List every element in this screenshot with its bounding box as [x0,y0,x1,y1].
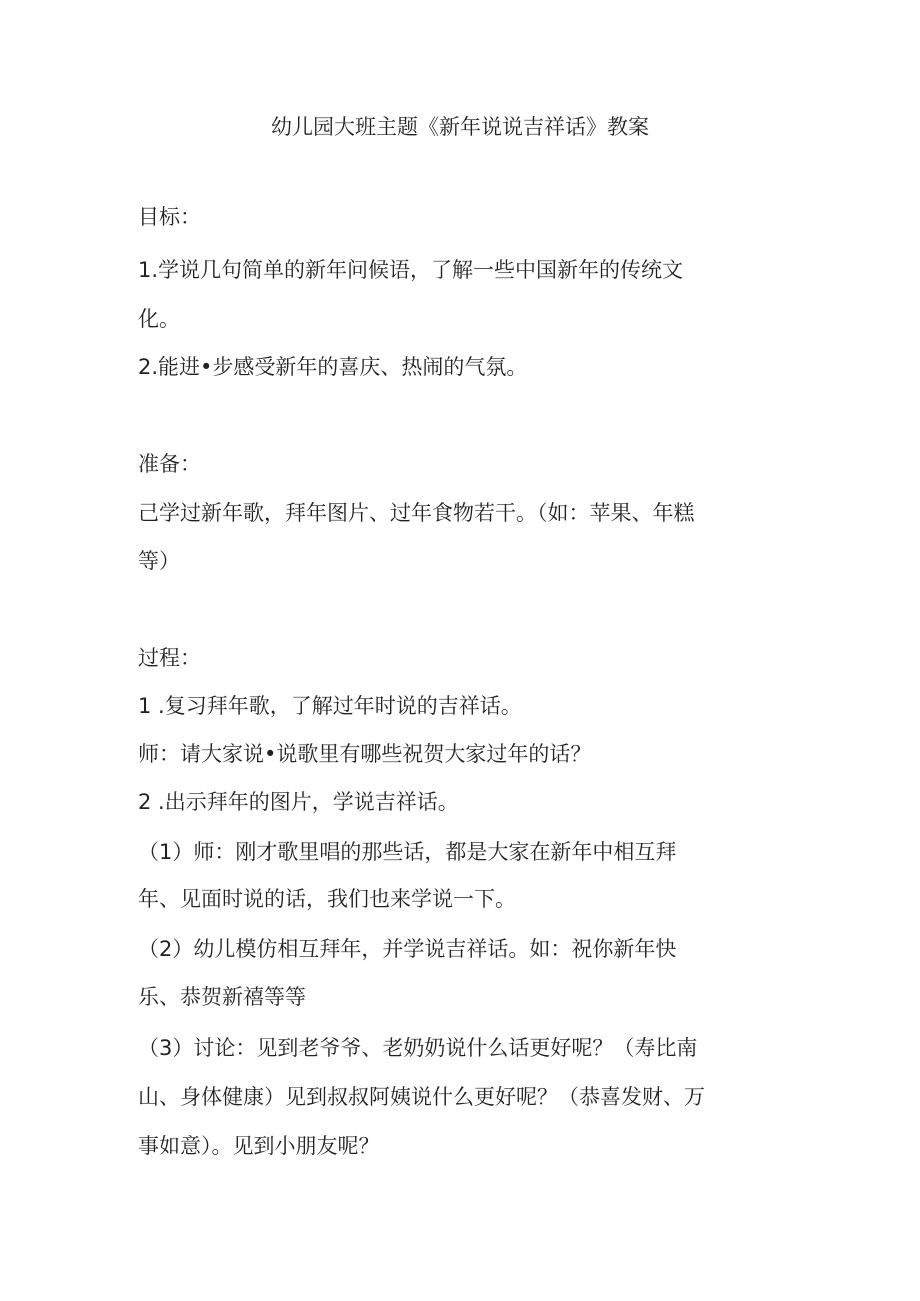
goal-item-1-line-1: 1.学说几句简单的新年问候语，了解一些中国新年的传统文 [138,258,684,282]
sub-step-3-line-2: 山、身体健康）见到叔叔阿姨说什么更好呢？（恭喜发财、万 [138,1085,705,1109]
sub-step-2-line-1: （2）幼儿模仿相互拜年，并学说吉祥话。如：祝你新年快 [138,937,677,961]
sub-step-3-line-1: （3）讨论：见到老爷爷、老奶奶说什么话更好呢？（寿比南 [138,1036,698,1060]
preparation-line-1: 己学过新年歌，拜年图片、过年食物若干。（如：苹果、年糕 [138,501,695,525]
process-step-2: 2 .出示拜年的图片，学说吉祥话。 [138,790,459,814]
goal-item-1-line-2: 化。 [138,307,180,331]
preparation-line-2: 等） [138,549,180,573]
preparation-heading: 准备： [138,452,201,476]
teacher-question-1: 师：请大家说•说歌里有哪些祝贺大家过年的话？ [138,742,592,766]
goals-heading: 目标： [138,205,201,229]
sub-step-2-line-2: 乐、恭贺新禧等等 [138,985,306,1009]
sub-step-1-line-2: 年、见面时说的话，我们也来学说一下。 [138,887,516,911]
document-title: 幼儿园大班主题《新年说说吉祥话》教案 [271,115,649,139]
process-step-1: 1 .复习拜年歌，了解过年时说的吉祥话。 [138,694,522,718]
goal-item-2: 2.能进•步感受新年的喜庆、热闹的气氛。 [138,355,528,379]
process-heading: 过程： [138,646,201,670]
sub-step-1-line-1: （1）师：刚才歌里唱的那些话，都是大家在新年中相互拜 [138,840,677,864]
sub-step-3-line-3: 事如意）。见到小朋友呢？ [138,1134,380,1158]
